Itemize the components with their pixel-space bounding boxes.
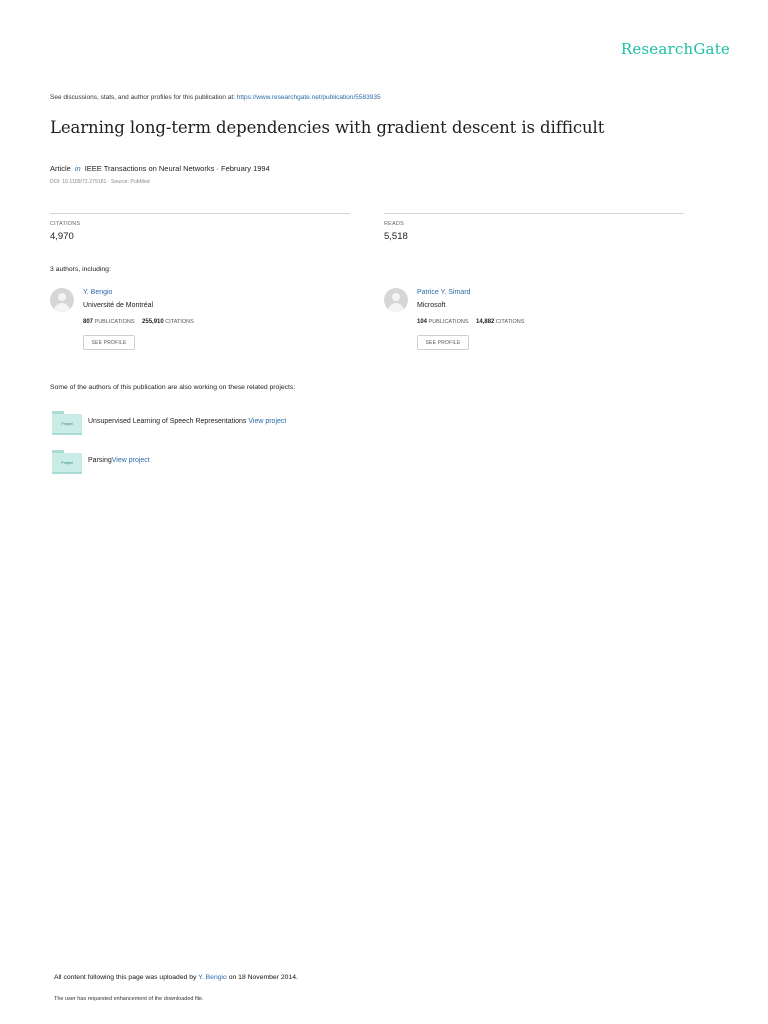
citations-count: 14,882 [476, 319, 495, 325]
view-project-link[interactable]: View project [111, 457, 150, 464]
project-folder-label: Project [61, 461, 73, 465]
citations-count: 255,910 [142, 319, 164, 325]
upload-suffix: on 18 November 2014. [226, 974, 298, 981]
discussion-notice [50, 94, 381, 101]
project-name: Parsing [88, 457, 112, 464]
publications-count: 104 [417, 319, 428, 325]
in-word: in [74, 164, 81, 173]
reads-label: READS [384, 221, 404, 227]
related-projects-heading: Some of the authors of this publication are also working on these related projects: [50, 384, 296, 391]
author-name-link[interactable]: Y. Bengio [83, 289, 113, 296]
researchgate-logo[interactable]: ResearchGate [620, 40, 730, 58]
enhancement-note: The user has requested enhancement of the downloaded file. [54, 996, 204, 1002]
publication-meta [50, 164, 270, 173]
author-stats [83, 319, 194, 325]
author-institution: Microsoft [417, 302, 446, 309]
author-institution: Université de Montréal [83, 302, 154, 309]
project-item [52, 450, 452, 476]
avatar-placeholder-icon[interactable] [384, 288, 408, 312]
citations-label: CITATIONS [495, 319, 525, 325]
doi-line: DOI: 10.1109/72.279181 · Source: PubMed [50, 179, 150, 185]
project-folder-icon[interactable] [52, 411, 82, 435]
notice-text: See discussions, stats, and author profiles for this publication at: [50, 94, 237, 101]
citations-divider [50, 213, 350, 214]
article-type: Article [50, 164, 71, 173]
citations-label: CITATIONS [50, 221, 81, 227]
author-stats [417, 319, 524, 325]
avatar-placeholder-icon[interactable] [50, 288, 74, 312]
view-project-link[interactable]: View project [248, 418, 287, 425]
project-item [52, 411, 452, 437]
citations-value: 4,970 [50, 231, 74, 242]
author-card [384, 288, 684, 358]
reads-value: 5,518 [384, 231, 408, 242]
citations-label: CITATIONS [165, 319, 194, 325]
project-name: Unsupervised Learning of Speech Representations [88, 418, 247, 425]
paper-title: Learning long-term dependencies with gradient descent is difficult [50, 118, 605, 137]
see-profile-button[interactable]: SEE PROFILE [83, 335, 135, 350]
publication-url-link[interactable]: https://www.researchgate.net/publication/5583935 [236, 94, 381, 101]
upload-notice [54, 974, 298, 981]
journal-date: IEEE Transactions on Neural Networks · February 1994 [84, 164, 270, 173]
uploader-link[interactable]: Y. Bengio [198, 974, 227, 981]
reads-divider [384, 213, 684, 214]
publications-label: PUBLICATIONS [94, 319, 135, 325]
project-folder-label: Project [61, 422, 73, 426]
author-card [50, 288, 350, 358]
publications-label: PUBLICATIONS [428, 319, 469, 325]
publications-count: 807 [83, 319, 94, 325]
see-profile-button[interactable]: SEE PROFILE [417, 335, 469, 350]
author-name-link[interactable]: Patrice Y. Simard [417, 289, 471, 296]
authors-heading: 3 authors, including: [50, 266, 111, 273]
upload-prefix: All content following this page was uploaded by [54, 974, 199, 981]
project-folder-icon[interactable] [52, 450, 82, 474]
